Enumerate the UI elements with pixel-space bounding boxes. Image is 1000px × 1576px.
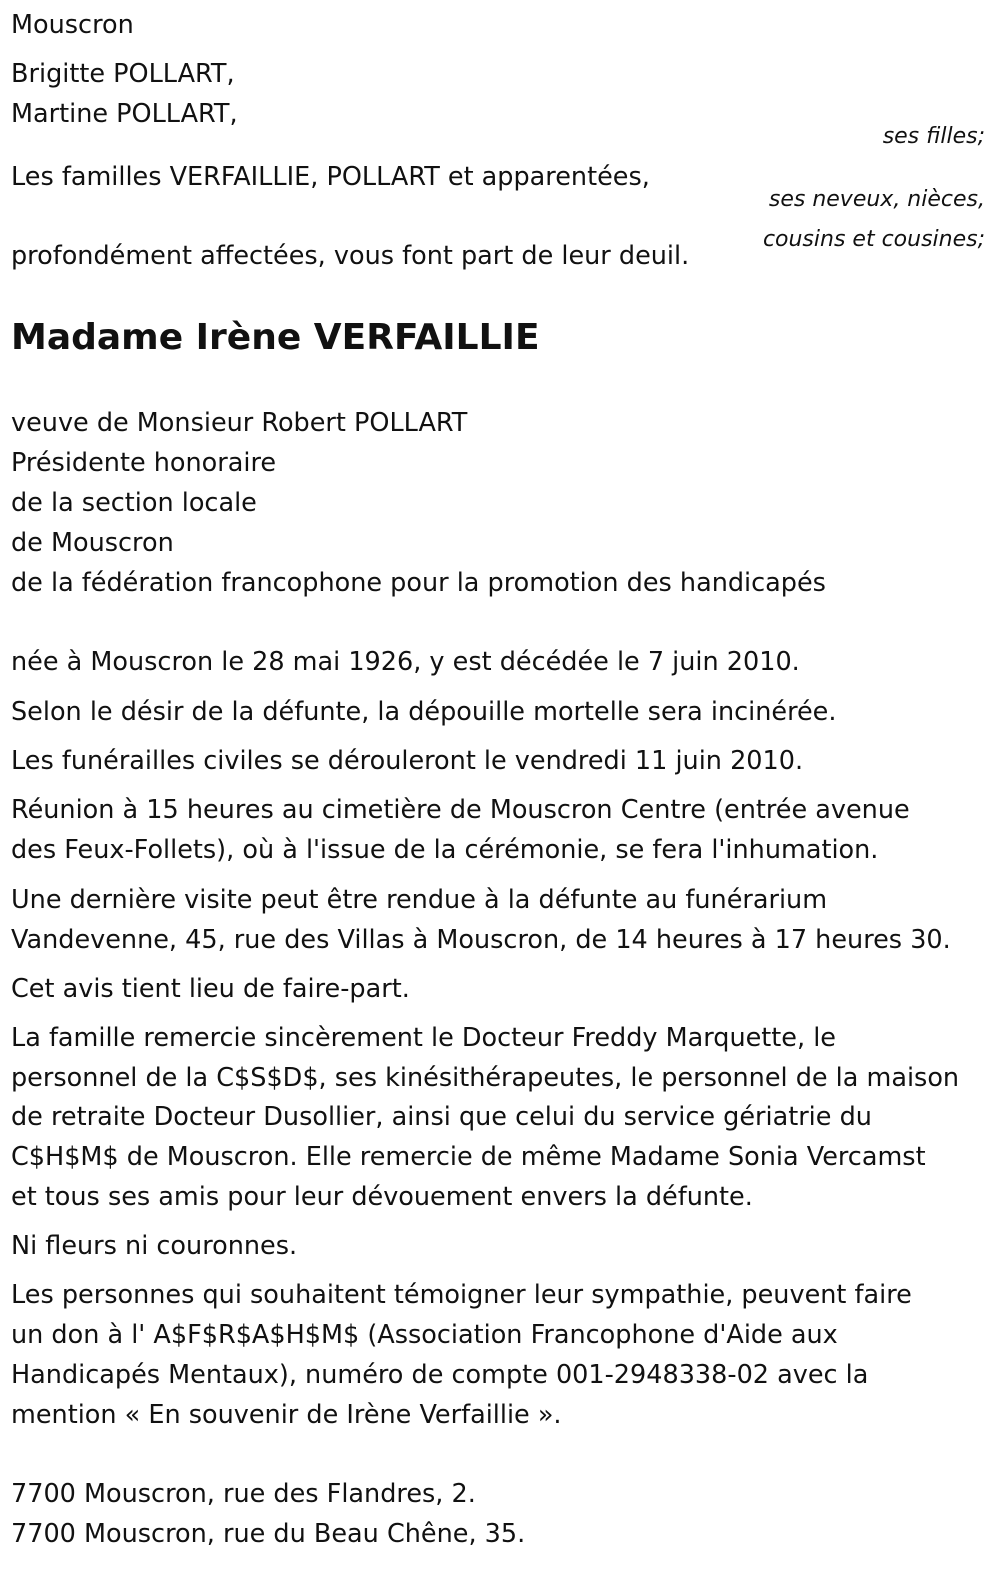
body-line: C$H$M$ de Mouscron. Elle remercie de même Madame Sonia Vercamst xyxy=(11,1142,926,1172)
deceased-title: Présidente honoraire xyxy=(11,448,277,478)
address-line: 7700 Mouscron, rue des Flandres, 2. xyxy=(11,1479,476,1509)
daughter-name: Martine POLLART, xyxy=(11,99,238,129)
body-line: Les personnes qui souhaitent témoigner leur sympathie, peuvent faire xyxy=(11,1280,912,1310)
deceased-name: Madame Irène VERFAILLIE xyxy=(11,317,540,358)
body-line: Une dernière visite peut être rendue à la défunte au funérarium xyxy=(11,885,828,915)
body-line: mention « En souvenir de Irène Verfaillie ». xyxy=(11,1400,562,1430)
families-line: Les familles VERFAILLIE, POLLART et apparentées, xyxy=(11,162,650,192)
deceased-title: de la section locale xyxy=(11,488,257,518)
birth-death-line: née à Mouscron le 28 mai 1926, y est décédée le 7 juin 2010. xyxy=(11,647,800,677)
body-line: Les funérailles civiles se dérouleront le vendredi 11 juin 2010. xyxy=(11,746,804,776)
body-line: des Feux-Follets), où à l'issue de la cérémonie, se fera l'inhumation. xyxy=(11,835,879,865)
body-line: Vandevenne, 45, rue des Villas à Mouscron, de 14 heures à 17 heures 30. xyxy=(11,925,951,955)
families-role: cousins et cousines; xyxy=(762,227,985,252)
body-line: de retraite Docteur Dusollier, ainsi que celui du service gériatrie du xyxy=(11,1102,872,1132)
address-line: 7700 Mouscron, rue du Beau Chêne, 35. xyxy=(11,1519,526,1549)
deceased-title: de Mouscron xyxy=(11,528,174,558)
body-line: Handicapés Mentaux), numéro de compte 001-2948338-02 avec la xyxy=(11,1360,869,1390)
body-line: un don à l' A$F$R$A$H$M$ (Association Francophone d'Aide aux xyxy=(11,1320,838,1350)
body-line: Selon le désir de la défunte, la dépouille mortelle sera incinérée. xyxy=(11,697,837,727)
body-line: Réunion à 15 heures au cimetière de Mouscron Centre (entrée avenue xyxy=(11,795,910,825)
daughters-role: ses filles; xyxy=(882,124,985,149)
body-line: personnel de la C$S$D$, ses kinésithérapeutes, le personnel de la maison xyxy=(11,1063,960,1093)
deceased-title: veuve de Monsieur Robert POLLART xyxy=(11,408,468,438)
body-line: Ni fleurs ni couronnes. xyxy=(11,1231,298,1261)
body-line: La famille remercie sincèrement le Docteur Freddy Marquette, le xyxy=(11,1023,836,1053)
deceased-title: de la fédération francophone pour la promotion des handicapés xyxy=(11,568,826,598)
announcement-line: profondément affectées, vous font part de leur deuil. xyxy=(11,241,690,271)
daughter-name: Brigitte POLLART, xyxy=(11,59,235,89)
families-role: ses neveux, nièces, xyxy=(768,187,985,212)
body-line: et tous ses amis pour leur dévouement envers la défunte. xyxy=(11,1182,753,1212)
body-line: Cet avis tient lieu de faire-part. xyxy=(11,974,410,1004)
location-heading: Mouscron xyxy=(11,10,134,40)
